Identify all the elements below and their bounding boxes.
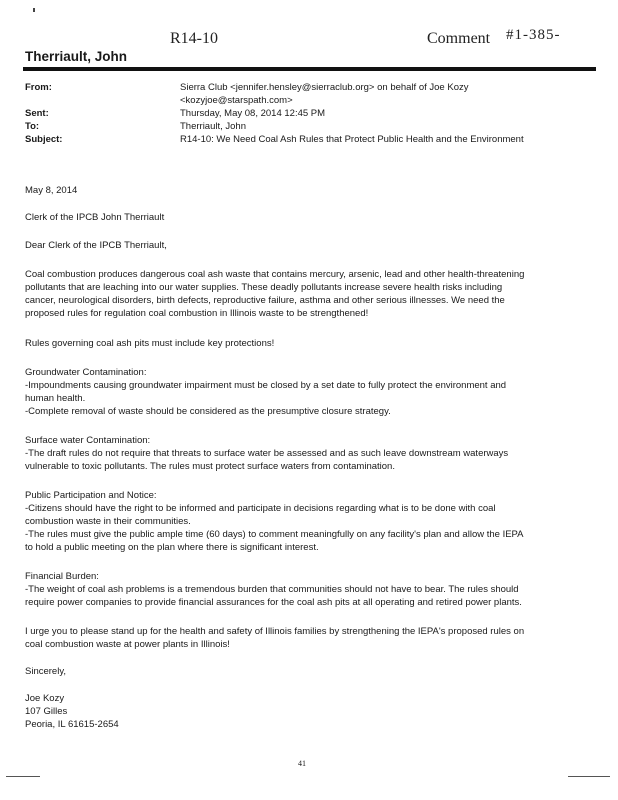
participation-line: -Citizens should have the right to be informed and participate in decisions regarding what is to be done with coal [25,503,496,514]
rules-intro: Rules governing coal ash pits must include key protections! [25,338,275,349]
subject-label: Subject: [25,134,63,145]
page-title: Therriault, John [25,49,128,64]
to-label: To: [25,121,40,132]
letter-salutation: Dear Clerk of the IPCB Therriault, [25,240,167,251]
intro-line: proposed rules for regulation coal combustion in Illinois waste to be strengthened! [25,308,369,319]
signoff: Sincerely, [25,666,67,677]
groundwater-line: -Complete removal of waste should be considered as the presumptive closure strategy. [25,406,391,417]
financial-line: require power companies to provide financial assurances for the coal ash pits at all operating and retired power plants. [25,597,522,608]
to-value: Therriault, John [180,121,247,132]
surface-line: -The draft rules do not require that threats to surface water be assessed and as such leave downstream waterways [25,448,509,459]
docket-number: R14-10 [170,30,218,47]
intro-line: Coal combustion produces dangerous coal ash waste that contains mercury, arsenic, lead and other health-threatening [25,269,525,280]
intro-line: pollutants that are leaching into our water supplies. These deadly pollutants increase severe health risks including [25,282,503,293]
from-label: From: [25,82,52,93]
participation-line: -The rules must give the public ample time (60 days) to comment meaningfully on any facility's plan and allow the IEPA [25,529,524,540]
surface-line: vulnerable to toxic pollutants. The rules must protect surface waters from contamination. [25,461,395,472]
participation-line: combustion waste in their communities. [25,516,191,527]
letter-date: May 8, 2014 [25,185,78,196]
groundwater-line: human health. [25,393,86,404]
from-value: Sierra Club <jennifer.hensley@sierraclub.org> on behalf of Joe Kozy [180,82,469,93]
financial-heading: Financial Burden: [25,571,99,582]
signature-city: Peoria, IL 61615-2654 [25,719,119,730]
sent-value: Thursday, May 08, 2014 12:45 PM [180,108,326,119]
signature-street: 107 Gilles [25,706,68,717]
participation-line: to hold a public meeting on the plan where there is significant interest. [25,542,319,553]
comment-label: Comment [427,30,491,47]
closing-request-line: I urge you to please stand up for the health and safety of Illinois families by strengthening the IEPA's proposed rules on [25,626,525,637]
groundwater-line: -Impoundments causing groundwater impairment must be closed by a set date to fully protect the environment and [25,380,507,391]
sent-label: Sent: [25,108,49,119]
participation-heading: Public Participation and Notice: [25,490,157,501]
comment-number: #1-385- [506,27,561,43]
from-value-email: <kozyjoe@starspath.com> [180,95,293,106]
groundwater-heading: Groundwater Contamination: [25,367,147,378]
surface-heading: Surface water Contamination: [25,435,151,446]
subject-value: R14-10: We Need Coal Ash Rules that Protect Public Health and the Environment [180,134,524,145]
scan-mark [33,8,35,12]
intro-line: cancer, neurological disorders, birth defects, reproductive failure, asthma and other serious illnesses. We need the [25,295,505,306]
footer-rule-left [6,776,40,777]
letter-addressee: Clerk of the IPCB John Therriault [25,212,165,223]
signature-name: Joe Kozy [25,693,65,704]
financial-line: -The weight of coal ash problems is a tremendous burden that communities should not have to bear. The rules should [25,584,519,595]
page-number: 41 [298,759,306,768]
header-divider [23,67,596,71]
footer-rule-right [568,776,610,777]
closing-request-line: coal combustion waste at power plants in Illinois! [25,639,230,650]
